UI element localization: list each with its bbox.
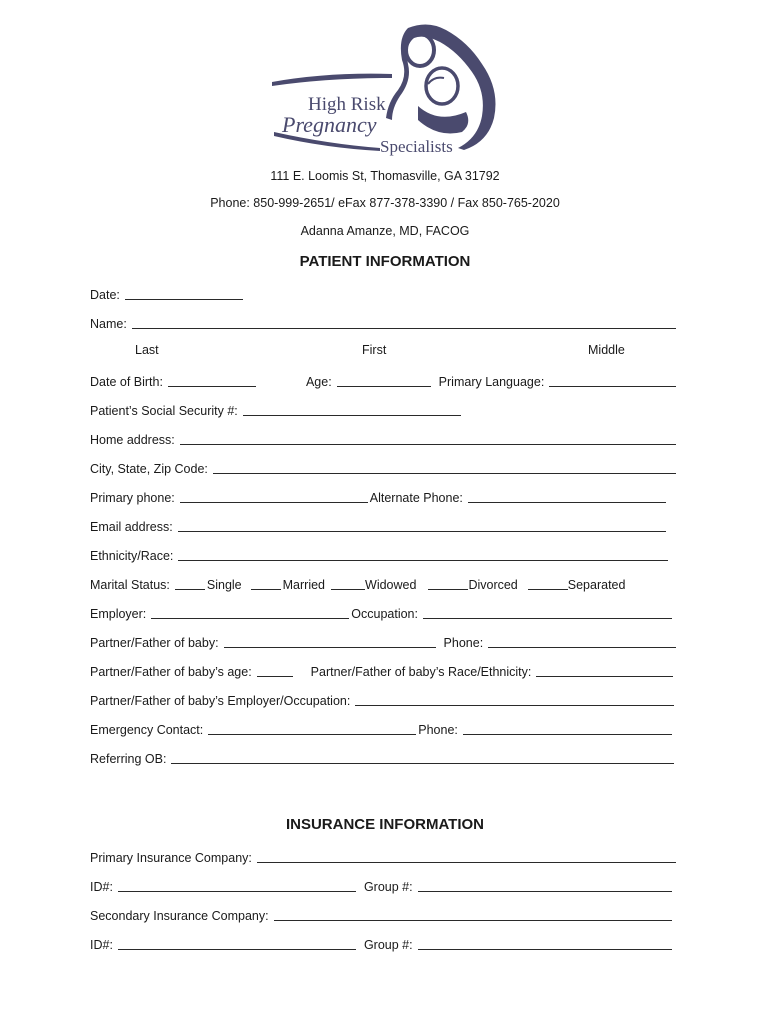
secondary-id-row [90, 934, 674, 952]
primary-insurance-row [90, 847, 678, 865]
partner-row [90, 632, 678, 650]
email-label: Email address: [90, 520, 173, 534]
marital-status-row [90, 574, 678, 592]
name-first-caption: First [362, 343, 387, 357]
emergency-field[interactable] [208, 721, 416, 735]
age-field[interactable] [337, 373, 431, 387]
referring-row [90, 748, 676, 766]
employer-row [90, 603, 674, 621]
email-field[interactable] [178, 518, 666, 532]
partner-age-field[interactable] [257, 663, 293, 677]
separated-option: Separated [567, 578, 626, 592]
home-address-label: Home address: [90, 433, 175, 447]
divorced-checkline[interactable] [428, 576, 468, 590]
primary-group-field[interactable] [418, 878, 672, 892]
partner-field[interactable] [224, 634, 436, 648]
name-label: Name: [90, 317, 127, 331]
date-field[interactable] [125, 286, 243, 300]
secondary-id-label: ID#: [90, 938, 113, 952]
logo-baby-head [426, 68, 458, 104]
practice-physician: Adanna Amanze, MD, FACOG [300, 224, 470, 238]
secondary-group-field[interactable] [418, 936, 672, 950]
partner-age-row [90, 661, 675, 679]
primary-id-row [90, 876, 674, 894]
primary-phone-field[interactable] [180, 489, 368, 503]
employer-label: Employer: [90, 607, 147, 621]
secondary-insurance-field[interactable] [274, 907, 672, 921]
partner-race-label: Partner/Father of baby’s Race/Ethnicity: [310, 665, 532, 679]
partner-employer-row [90, 690, 676, 708]
logo-text-specialists: Specialists [380, 137, 453, 156]
partner-phone-field[interactable] [488, 634, 676, 648]
email-row [90, 516, 668, 534]
emergency-phone-field[interactable] [463, 721, 672, 735]
primary-insurance-label: Primary Insurance Company: [90, 851, 252, 865]
practice-address: 111 E. Loomis St, Thomasville, GA 31792 [270, 169, 500, 183]
city-state-zip-field[interactable] [213, 460, 676, 474]
city-state-zip-row [90, 458, 678, 476]
separated-checkline[interactable] [528, 576, 568, 590]
language-field[interactable] [549, 373, 676, 387]
ethnicity-row [90, 545, 670, 563]
primary-insurance-field[interactable] [257, 849, 676, 863]
married-option: Married [282, 578, 326, 592]
logo-mother-head [406, 34, 434, 66]
marital-status-label: Marital Status: [90, 578, 170, 592]
primary-phone-label: Primary phone: [90, 491, 175, 505]
partner-race-field[interactable] [536, 663, 673, 677]
partner-label: Partner/Father of baby: [90, 636, 219, 650]
referring-field[interactable] [171, 750, 674, 764]
emergency-phone-label: Phone: [418, 723, 458, 737]
primary-id-field[interactable] [118, 878, 356, 892]
phone-row [90, 487, 668, 505]
ethnicity-label: Ethnicity/Race: [90, 549, 174, 563]
practice-logo [268, 20, 504, 158]
occupation-field[interactable] [423, 605, 672, 619]
logo-text-pregnancy: Pregnancy [282, 112, 377, 137]
logo-baby-hair [428, 78, 444, 84]
partner-employer-field[interactable] [355, 692, 674, 706]
occupation-label: Occupation: [351, 607, 418, 621]
divorced-option: Divorced [468, 578, 518, 592]
secondary-insurance-label: Secondary Insurance Company: [90, 909, 269, 923]
ethnicity-field[interactable] [178, 547, 668, 561]
primary-id-label: ID#: [90, 880, 113, 894]
partner-age-label: Partner/Father of baby’s age: [90, 665, 252, 679]
emergency-label: Emergency Contact: [90, 723, 204, 737]
name-last-caption: Last [135, 343, 159, 357]
home-address-field[interactable] [180, 431, 676, 445]
name-field[interactable] [132, 315, 676, 329]
widowed-checkline[interactable] [331, 576, 365, 590]
emergency-row [90, 719, 674, 737]
single-option: Single [206, 578, 242, 592]
home-address-row [90, 429, 678, 447]
date-label: Date: [90, 288, 120, 302]
insurance-info-title: INSURANCE INFORMATION [285, 816, 485, 833]
partner-employer-label: Partner/Father of baby’s Employer/Occupation: [90, 694, 351, 708]
dob-row [90, 371, 678, 389]
employer-field[interactable] [151, 605, 349, 619]
date-row [90, 284, 678, 302]
ssn-field[interactable] [243, 402, 461, 416]
partner-phone-label: Phone: [443, 636, 484, 650]
alternate-phone-label: Alternate Phone: [369, 491, 463, 505]
secondary-group-label: Group #: [363, 938, 413, 952]
referring-label: Referring OB: [90, 752, 167, 766]
primary-group-label: Group #: [363, 880, 413, 894]
secondary-insurance-row [90, 905, 674, 923]
widowed-option: Widowed [365, 578, 417, 592]
dob-field[interactable] [168, 373, 256, 387]
single-checkline[interactable] [175, 576, 205, 590]
married-checkline[interactable] [251, 576, 281, 590]
logo-text-high-risk: High Risk [308, 94, 386, 115]
dob-label: Date of Birth: [90, 375, 163, 389]
secondary-id-field[interactable] [118, 936, 356, 950]
ssn-label: Patient’s Social Security #: [90, 404, 238, 418]
language-label: Primary Language: [438, 375, 545, 389]
name-middle-caption: Middle [588, 343, 625, 357]
logo-baby-body [418, 106, 468, 134]
practice-phones: Phone: 850-999-2651/ eFax 877-378-3390 / Fax 850-765-2020 [210, 196, 560, 210]
patient-info-title: PATIENT INFORMATION [299, 253, 471, 270]
age-label: Age: [305, 375, 332, 389]
ssn-row [90, 400, 678, 418]
name-row [90, 313, 678, 331]
city-state-zip-label: City, State, Zip Code: [90, 462, 208, 476]
logo-swoosh-top [272, 74, 392, 86]
alternate-phone-field[interactable] [468, 489, 666, 503]
